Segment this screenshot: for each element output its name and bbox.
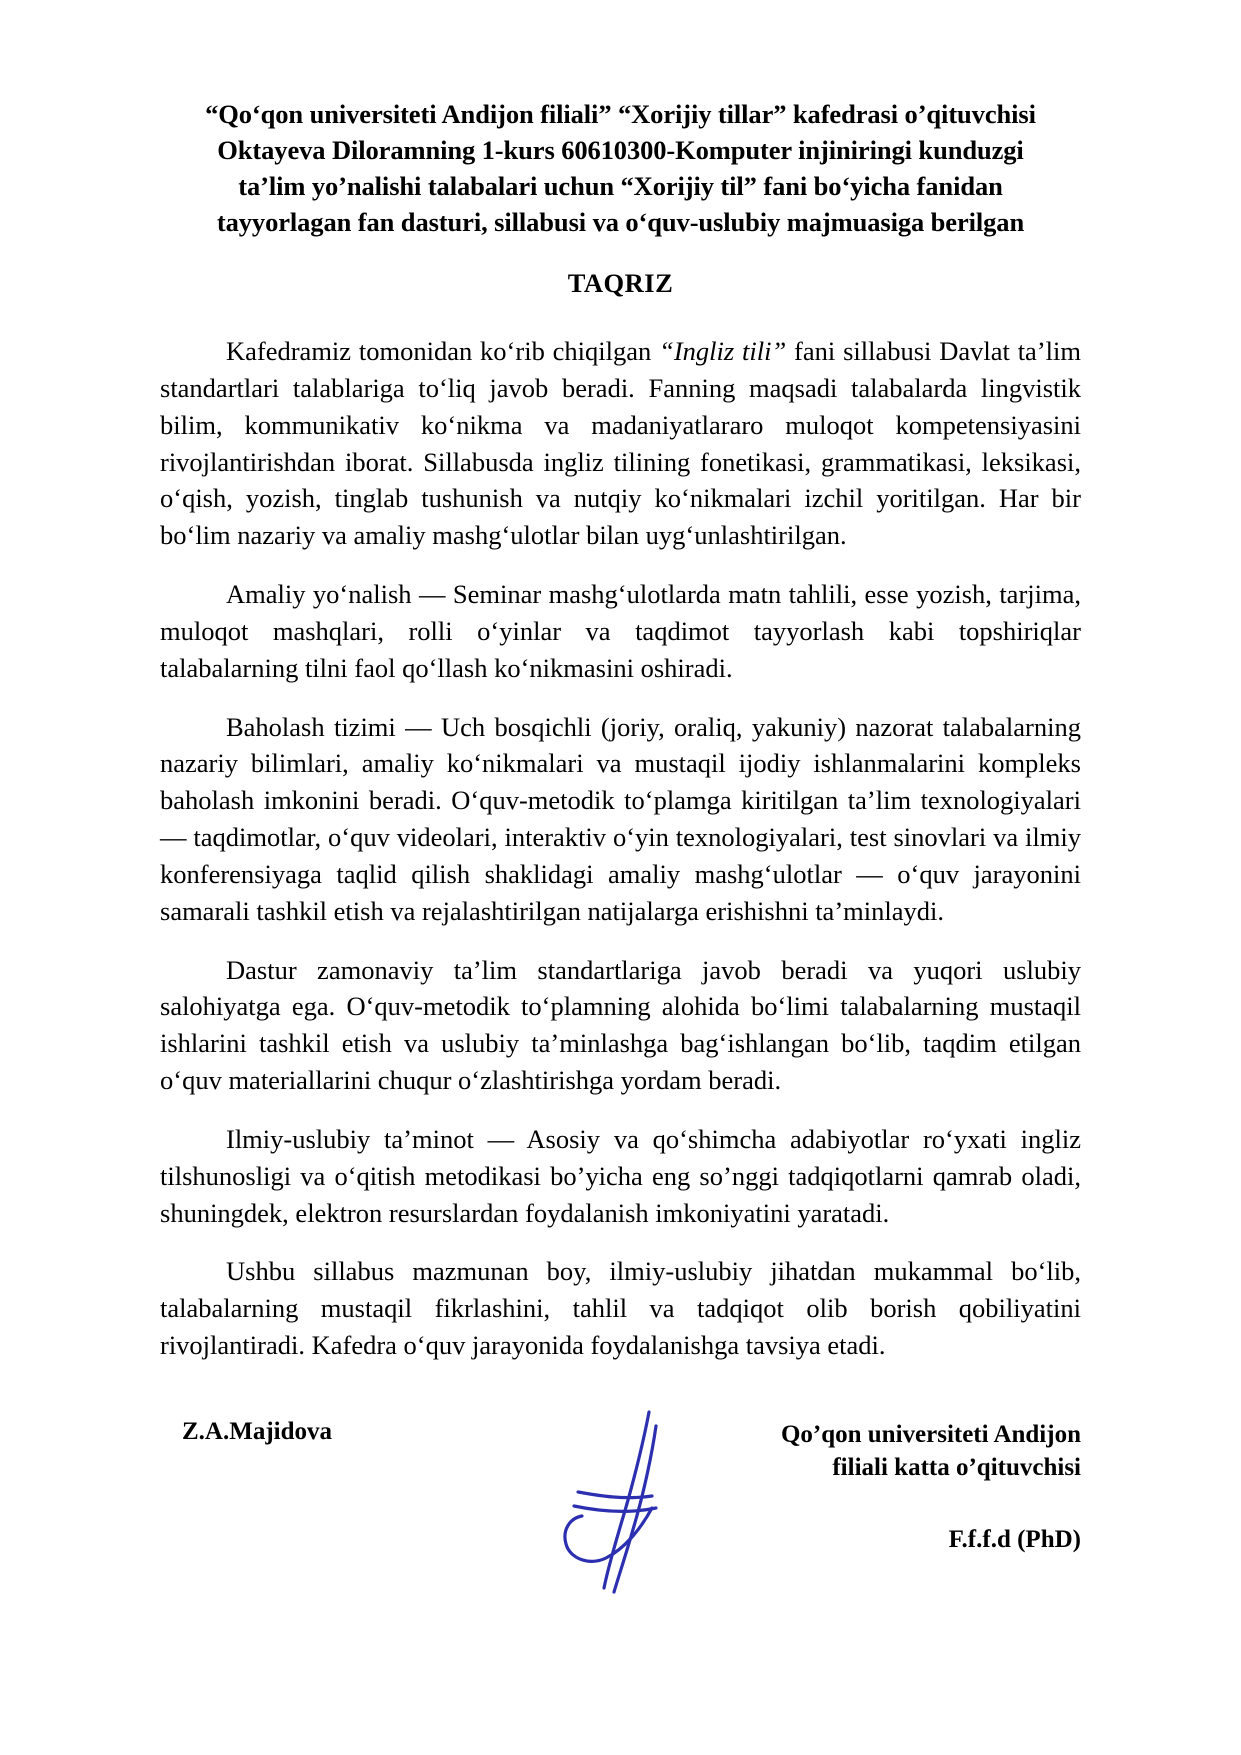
academic-degree: F.f.f.d (PhD) [948, 1526, 1081, 1553]
paragraph-2: Amaliy yo‘nalish — Seminar mashg‘ulotlarda matn tahlili, esse yozish, tarjima, muloqot mashqlari, rolli o‘yinlar va taqdimot tayyorlash kabi topshiriqlar talabalarning tilni faol qo‘llash ko‘nikmasini oshiradi. [160, 579, 1081, 683]
affiliation-line-2: filiali katta o’qituvchisi [832, 1454, 1081, 1481]
header-line-1: “Qo‘qon universiteti Andijon filiali” “Xorijiy tillar” kafedrasi o’qituvchisi [205, 99, 1036, 129]
handwritten-signature-icon [548, 1396, 728, 1596]
paragraph-1-after: fani sillabusi Davlat ta’lim standartlari talablariga to‘liq javob beradi. Fanning maqsadi talabalarda lingvistik bilim, kommunikativ ko‘nikma va madaniyatlararo muloqot kompetensiyasini rivojlantirishdan iborat. Sillabusda ingliz tilining fonetikasi, grammatikasi, leksikasi, o‘qish, yozish, tinglab tushunish va nutqiy ko‘nikmalari izchil yoritilgan. Har bir bo‘lim nazariy va amaliy mashg‘ulotlar bilan uyg‘unlashtirilgan. [160, 336, 1081, 551]
reviewer-name: Z.A.Majidova [182, 1418, 332, 1445]
paragraph-1 [160, 333, 1081, 554]
header-line-4: tayyorlagan fan dasturi, sillabusi va o‘quv-uslubiy majmuasiga berilgan [216, 207, 1025, 238]
paragraph-1-italic-subject: “Ingliz tili” [659, 336, 787, 367]
paragraph-4: Dastur zamonaviy ta’lim standartlariga javob beradi va yuqori uslubiy salohiyatga ega. O‘quv-metodik to‘plamning alohida bo‘limi talabalarning mustaqil ishlarini tashkil etish va uslubiy ta’minlashga bag‘ishlangan bo‘lib, taqdim etilgan o‘quv materiallarini chuqur o‘zlashtirishga yordam beradi. [160, 954, 1081, 1096]
affiliation-line-1: Qo’qon universiteti Andijon [780, 1421, 1081, 1448]
document-header [160, 96, 1081, 240]
paragraph-5: Ilmiy-uslubiy ta’minot — Asosiy va qo‘shimcha adabiyotlar ro‘yxati ingliz tilshunosligi va o‘qitish metodikasi bo’yicha eng so’nggi tadqiqotlarni qamrab oladi, shuningdek, elektron resurslardan foydalanish imkoniyatini yaratadi. [160, 1123, 1081, 1228]
paragraph-6: Ushbu sillabus mazmunan boy, ilmiy-uslubiy jihatdan mukammal bo‘lib, talabalarning mustaqil fikrlashini, tahlil va tadqiqot olib borish qobiliyatini rivojlantiradi. Kafedra o‘quv jarayonida foydalanishga tavsiya etadi. [160, 1256, 1081, 1360]
signature-block [160, 1418, 1081, 1638]
paragraph-1-before: Kafedramiz tomonidan ko‘rib chiqilgan [226, 336, 660, 367]
header-line-2: Oktayeva Diloramning 1-kurs 60610300-Komputer injiniringi kunduzgi [217, 135, 1024, 166]
affiliation [781, 1418, 1081, 1484]
header-line-3: ta’lim yo’nalishi talabalari uchun “Xorijiy til” fani bo‘yicha fanidan [238, 171, 1003, 202]
page-title: TAQRIZ [567, 268, 674, 299]
document-body [160, 333, 1081, 1364]
paragraph-3: Baholash tizimi — Uch bosqichli (joriy, oraliq, yakuniy) nazorat talabalarning nazariy bilimlari, amaliy ko‘nikmalari va mustaqil ijodiy ishlanmalarini kompleks baholash imkonini beradi. O‘quv-metodik to‘plamga kiritilgan ta’lim texnologiyalari — taqdimotlar, o‘quv videolari, interaktiv o‘yin texnologiyalari, test sinovlari va ilmiy konferensiyaga taqlid qilish shaklidagi amaliy mashg‘ulotlar — o‘quv jarayonini samarali tashkil etish va rejalashtirilgan natijalarga erishishni ta’minlaydi. [160, 711, 1081, 926]
